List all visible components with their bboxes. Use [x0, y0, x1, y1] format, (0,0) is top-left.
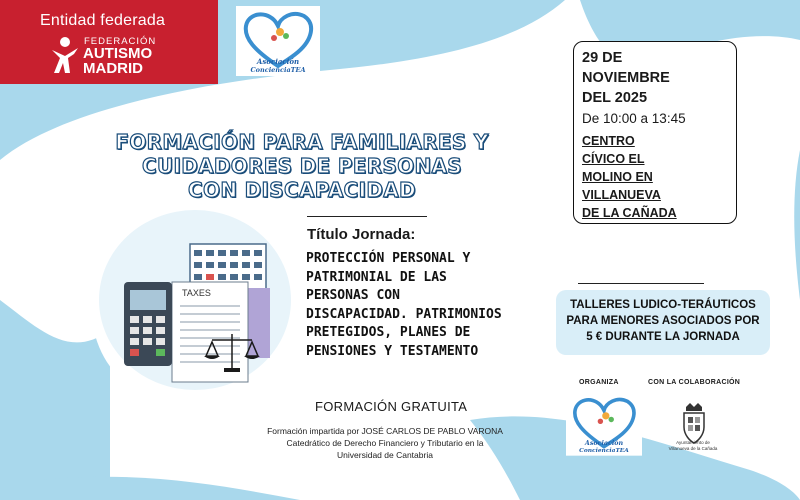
event-date-box: [573, 41, 737, 224]
event-time: De 10:00 a 13:45: [582, 111, 686, 126]
svg-text:ConcienciaTEA: ConcienciaTEA: [579, 447, 629, 455]
talleres-line: PARA MENORES ASOCIADOS POR: [566, 315, 760, 327]
person-figure-icon: [50, 36, 80, 74]
federation-badge: [0, 0, 218, 84]
jornada-line: PERSONAS CON: [306, 288, 400, 303]
jornada-line: DISCAPACIDAD. PATRIMONIOS: [306, 306, 502, 322]
federation-logo-small: FEDERACIÓN: [84, 36, 157, 47]
jornada-line: PROTECCIÓN PERSONAL Y: [306, 251, 471, 266]
date-line: 29 DE: [582, 50, 623, 66]
ayuntamiento-line: Ayuntamiento de: [676, 440, 710, 445]
title-line: CON DISCAPACIDAD: [188, 178, 416, 202]
instructor-line: Universidad de Cantabria: [337, 450, 433, 460]
title-line: FORMACIÓN PARA FAMILIARES Y: [115, 130, 489, 154]
location-line: CÍVICO EL: [582, 152, 645, 166]
talleres-divider: [578, 283, 704, 284]
svg-text:Asociación: Asociación: [584, 439, 624, 447]
location-line: MOLINO EN: [582, 170, 653, 184]
talleres-line: TALLERES LUDICO-TERÁUTICOS: [570, 299, 756, 311]
instructor-line: Formación impartida por JOSÉ CARLOS DE PABLO VARONA: [267, 426, 503, 436]
svg-text:ConcienciaTEA: ConcienciaTEA: [250, 66, 306, 74]
date-line: NOVIEMBRE: [582, 70, 670, 86]
colaboracion-label: CON LA COLABORACIÓN: [648, 379, 741, 386]
location-line: CENTRO: [582, 134, 635, 148]
association-logo: [236, 6, 320, 76]
free-training-label: FORMACIÓN GRATUITA: [315, 399, 468, 414]
organiza-label: ORGANIZA: [579, 379, 619, 386]
jornada-line: PRETEGIDOS, PLANES DE: [306, 325, 471, 340]
federation-label: Entidad federada: [40, 12, 166, 29]
federation-logo-line-2: MADRID: [83, 60, 143, 77]
location-line: DE LA CAÑADA: [582, 206, 677, 220]
title-divider: [307, 216, 427, 217]
title-line: CUIDADORES DE PERSONAS: [141, 154, 463, 178]
talleres-line: 5 € DURANTE LA JORNADA: [586, 331, 740, 343]
jornada-label: Título Jornada:: [307, 226, 416, 243]
location-line: VILLANUEVA: [582, 188, 661, 202]
page-title: [100, 130, 504, 202]
talleres-info: [556, 290, 770, 355]
instructor-line: Catedrático de Derecho Financiero y Tributario en la: [286, 438, 484, 448]
jornada-line: PATRIMONIAL DE LAS: [306, 269, 447, 285]
event-date: [582, 48, 728, 108]
association-logo-small: [566, 392, 642, 456]
federation-logo-line-1: AUTISMO: [83, 45, 153, 62]
taxes-illustration: [120, 238, 270, 386]
ayuntamiento-name: [663, 440, 723, 452]
ayuntamiento-line: Villanueva de la Cañada: [668, 446, 718, 451]
instructor-info: [240, 425, 530, 461]
jornada-line: PENSIONES Y TESTAMENTO: [306, 343, 479, 359]
event-location: [582, 132, 728, 222]
taxes-label: TAXES: [182, 288, 211, 298]
date-line: DEL 2025: [582, 90, 648, 106]
svg-text:Asociación: Asociación: [256, 57, 300, 66]
jornada-title: [306, 250, 521, 361]
